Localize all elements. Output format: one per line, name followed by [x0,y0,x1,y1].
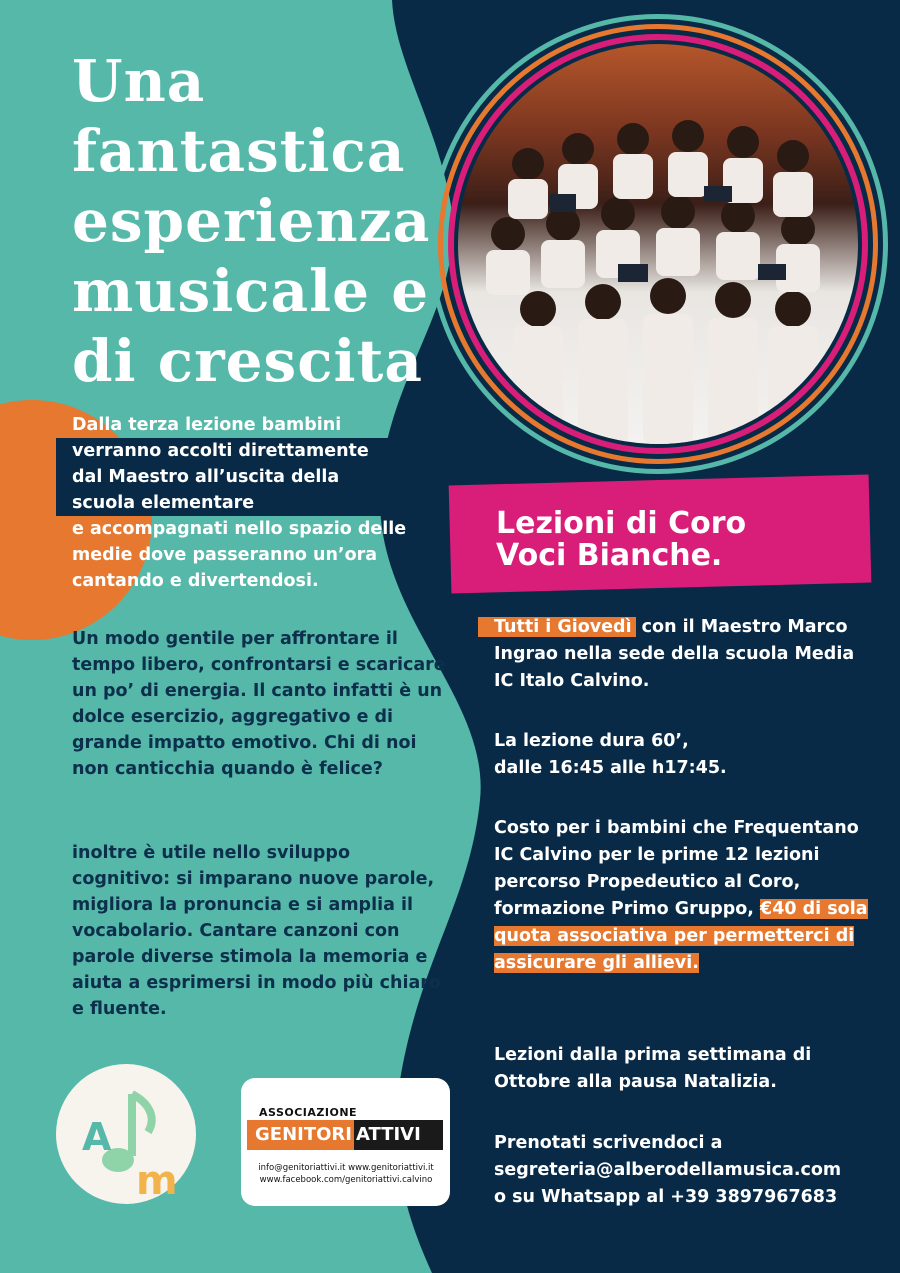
albero-musica-logo [56,1064,196,1204]
booking-whatsapp[interactable]: o su Whatsapp al +39 3897967683 [494,1187,838,1207]
logo-contact-email-web[interactable]: info@genitoriattivi.it www.genitoriattivi.it [258,1163,434,1173]
duration-text [494,728,874,782]
logo-word-genitori: GENITORI [247,1120,354,1150]
intro-rest: e accompagnati nello spazio delle medie dove passeranno un’ora cantando e divertendosi. [72,519,407,591]
page-title: Una fantastica esperienza musicale e di crescita [72,47,432,395]
banner-line1: Lezioni di Coro [496,506,747,541]
choir-photo-frame [428,14,888,474]
booking-line1: Prenotati scrivendoci a [494,1133,723,1153]
schedule-text [494,614,874,695]
schedule-rest: con il Maestro Marco Ingrao nella sede della scuola Media IC Italo Calvino. [494,617,855,691]
logo-contacts [247,1162,445,1186]
logo-am-letter-m: m [136,1158,178,1204]
schedule-highlight: Tutti i Giovedì [478,617,636,637]
intro-line1: Dalla terza lezione bambini [72,415,342,435]
booking-email[interactable]: segreteria@alberodellamusica.com [494,1160,842,1180]
paragraph-benefits: Un modo gentile per affrontare il tempo libero, confrontarsi e scaricare un po’ di energia. Il canto infatti è un dolce esercizio, aggregativo e di grande impatto emotivo. Chi di noi non canticchia quando è felice? [72,629,446,779]
cost-text [494,815,874,977]
music-note-icon [56,1064,196,1204]
cost-highlight: €40 di sola quota associativa per permetterci di assicurare gli allievi. [494,899,868,973]
logo-contact-facebook[interactable]: www.facebook.com/genitoriattivi.calvino [259,1175,433,1185]
logo-am-letter-a: A [82,1115,112,1159]
intro-boxed-text: verranno accolti direttamente dal Maestro all’uscita della scuola elementare [56,438,414,516]
paragraph-cognitive: inoltre è utile nello sviluppo cognitivo: si imparano nuove parole, migliora la pronuncia e si amplia il vocabolario. Cantare canzoni con parole diverse stimola la memoria e aiuta a esprimersi in modo più chiaro e fluente. [72,843,441,1019]
cost-main: Costo per i bambini che Frequentano IC Calvino per le prime 12 lezioni percorso Propedeutico al Coro, formazione Primo Gruppo, [494,818,859,919]
choir-illustration [458,44,858,444]
logo-wordmark [247,1120,443,1150]
duration-line1: La lezione dura 60’, [494,731,689,751]
booking-text [494,1130,874,1211]
period-text: Lezioni dalla prima settimana di Ottobre alla pausa Natalizia. [494,1045,812,1092]
genitori-attivi-logo [241,1078,450,1206]
logo-assoc-label: ASSOCIAZIONE [259,1106,358,1119]
choir-photo [458,44,858,444]
logo-word-attivi: ATTIVI [354,1120,443,1150]
banner-heading [496,508,746,572]
intro-text [72,412,432,594]
banner-line2: Voci Bianche. [496,538,723,573]
duration-line2: dalle 16:45 alle h17:45. [494,758,727,778]
